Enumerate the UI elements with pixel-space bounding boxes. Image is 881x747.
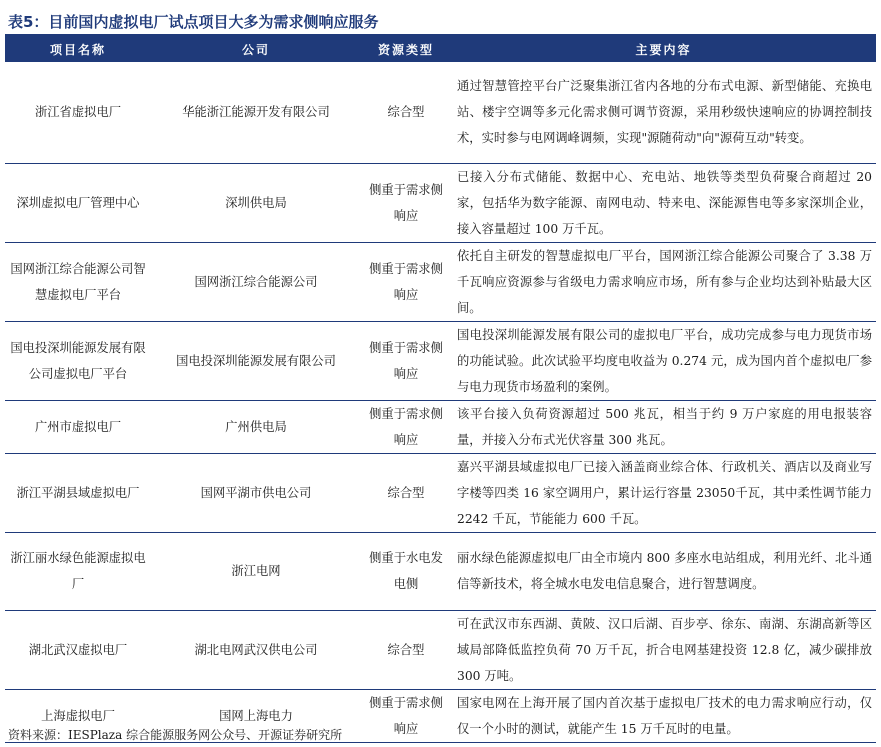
content-cell: 已接入分布式储能、数据中心、充电站、地铁等类型负荷聚合商超过 20 家，包括华为数字能源、南网电动、特来电、深能源售电等多家深圳企业，接入容量超过 100 万千瓦。 <box>451 163 876 242</box>
resource-type-cell: 综合型 <box>361 610 451 689</box>
project-name-cell: 国电投深圳能源发展有限公司虚拟电厂平台 <box>5 321 151 400</box>
header-project-name: 项目名称 <box>5 36 151 62</box>
table-row <box>5 163 876 242</box>
content-cell: 国家电网在上海开展了国内首次基于虚拟电厂技术的电力需求响应行动，仅仅一个小时的测试，就能产生 15 万千瓦时的电量。 <box>451 689 876 742</box>
content-cell: 依托自主研发的智慧虚拟电厂平台，国网浙江综合能源公司聚合了 3.38 万千瓦响应资源参与省级电力需求响应市场，所有参与企业均达到补贴最大区间。 <box>451 242 876 321</box>
project-name-cell: 浙江平湖县域虚拟电厂 <box>5 453 151 532</box>
content-cell: 该平台接入负荷资源超过 500 兆瓦，相当于约 9 万户家庭的用电报装容量，并接入分布式光伏容量 300 兆瓦。 <box>451 400 876 453</box>
table-row <box>5 242 876 321</box>
pilot-projects-table <box>5 36 876 743</box>
resource-type-cell: 侧重于需求侧响应 <box>361 400 451 453</box>
table-row <box>5 453 876 532</box>
project-name-cell: 上海虚拟电厂 <box>5 689 151 742</box>
resource-type-cell: 综合型 <box>361 453 451 532</box>
company-cell: 深圳供电局 <box>151 163 361 242</box>
header-resource-type: 资源类型 <box>361 36 451 62</box>
content-cell: 通过智慧管控平台广泛聚集浙江省内各地的分布式电源、新型储能、充换电站、楼宇空调等多元化需求侧可调节资源，采用秒级快速响应的协调控制技术，实时参与电网调峰调频，实现"源随荷动"向"源荷互动"转变。 <box>451 62 876 163</box>
project-name-cell: 湖北武汉虚拟电厂 <box>5 610 151 689</box>
resource-type-cell: 侧重于需求侧响应 <box>361 321 451 400</box>
company-cell: 国网浙江综合能源公司 <box>151 242 361 321</box>
company-cell: 广州供电局 <box>151 400 361 453</box>
table-row <box>5 610 876 689</box>
table-row <box>5 321 876 400</box>
header-company: 公司 <box>151 36 361 62</box>
table-row <box>5 400 876 453</box>
table-row <box>5 532 876 610</box>
company-cell: 浙江电网 <box>151 532 361 610</box>
company-cell: 国网上海电力 <box>151 689 361 742</box>
company-cell: 华能浙江能源开发有限公司 <box>151 62 361 163</box>
project-name-cell: 浙江省虚拟电厂 <box>5 62 151 163</box>
project-name-cell: 广州市虚拟电厂 <box>5 400 151 453</box>
table-title: 表5：目前国内虚拟电厂试点项目大多为需求侧响应服务 <box>8 13 379 31</box>
resource-type-cell: 侧重于需求侧响应 <box>361 242 451 321</box>
table-row <box>5 62 876 163</box>
header-row <box>5 36 876 62</box>
content-cell: 嘉兴平湖县域虚拟电厂已接入涵盖商业综合体、行政机关、酒店以及商业写字楼等四类 16 家空调用户，累计运行容量 23050千瓦，其中柔性调节能力 2242 千瓦，节能能力 600 千瓦。 <box>451 453 876 532</box>
company-cell: 湖北电网武汉供电公司 <box>151 610 361 689</box>
company-cell: 国网平湖市供电公司 <box>151 453 361 532</box>
content-cell: 可在武汉市东西湖、黄陂、汉口后湖、百步亭、徐东、南湖、东湖高新等区域局部降低监控负荷 70 万千瓦，折合电网基建投资 12.8 亿，减少碳排放 300 万吨。 <box>451 610 876 689</box>
project-name-cell: 浙江丽水绿色能源虚拟电厂 <box>5 532 151 610</box>
resource-type-cell: 综合型 <box>361 62 451 163</box>
content-cell: 丽水绿色能源虚拟电厂由全市境内 800 多座水电站组成，利用光纤、北斗通信等新技术，将全城水电发电信息聚合，进行智慧调度。 <box>451 532 876 610</box>
header-main-content: 主要内容 <box>451 36 876 62</box>
resource-type-cell: 侧重于水电发电侧 <box>361 532 451 610</box>
source-note: 资料来源：IESPlaza 综合能源服务网公众号、开源证券研究所 <box>8 728 343 742</box>
project-name-cell: 国网浙江综合能源公司智慧虚拟电厂平台 <box>5 242 151 321</box>
project-name-cell: 深圳虚拟电厂管理中心 <box>5 163 151 242</box>
resource-type-cell: 侧重于需求侧响应 <box>361 163 451 242</box>
company-cell: 国电投深圳能源发展有限公司 <box>151 321 361 400</box>
content-cell: 国电投深圳能源发展有限公司的虚拟电厂平台，成功完成参与电力现货市场的功能试验。此次试验平均度电收益为 0.274 元，成为国内首个虚拟电厂参与电力现货市场盈利的案例。 <box>451 321 876 400</box>
resource-type-cell: 侧重于需求侧响应 <box>361 689 451 742</box>
